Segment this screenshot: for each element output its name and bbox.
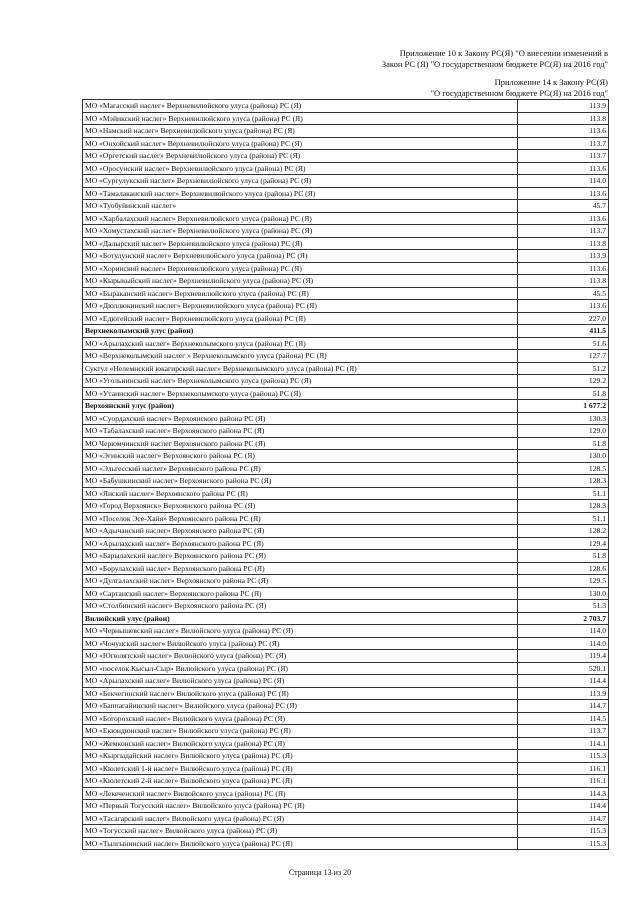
row-value: 113.6: [518, 300, 609, 313]
row-value: 129.0: [518, 425, 609, 438]
row-value: 51.1: [518, 512, 609, 525]
row-name: МО «Харбалахский наслег» Верхневилюйского улуса (района) РС (Я): [83, 212, 518, 225]
row-value: 411.5: [518, 325, 609, 338]
table-row: [83, 750, 609, 763]
table-row: [83, 225, 609, 238]
table-row: [83, 350, 609, 363]
table-row: [83, 300, 609, 313]
table-row: [83, 562, 609, 575]
document-header-top: [382, 48, 608, 70]
row-value: 128.5: [518, 462, 609, 475]
table-row: [83, 712, 609, 725]
table-row-region: [83, 325, 609, 338]
row-value: 113.7: [518, 225, 609, 238]
row-name: Суктул «Нелемнский юкагирский наслег» Верхнеколымского улуса (района) РС (Я): [83, 362, 518, 375]
page-number: Страница 13 из 20: [288, 868, 352, 877]
row-value: 114.1: [518, 737, 609, 750]
row-value: 51.2: [518, 362, 609, 375]
table-row: [83, 337, 609, 350]
row-name: МО «Тогусский наслег» Вилюйского улуса (района) РС (Я): [83, 825, 518, 838]
table-row: [83, 725, 609, 738]
row-name: МО «Эльгесский наслег» Верхоянского района РС (Я): [83, 462, 518, 475]
row-name: МО «Эгинский наслег» Верхоянского района РС (Я): [83, 450, 518, 463]
table-row: [83, 525, 609, 538]
table-row: [83, 625, 609, 638]
row-name: МО «Дюллюкинский наслег» Верхневилюйского улуса (района) РС (Я): [83, 300, 518, 313]
row-value: 130.0: [518, 450, 609, 463]
budget-table: [82, 99, 609, 850]
row-name: Верхоянский улус (район): [83, 400, 518, 413]
header-line-4: "О государственном бюджете РС(Я) на 2016 год": [430, 88, 608, 98]
row-value: 114.0: [518, 637, 609, 650]
table-row: [83, 162, 609, 175]
row-name: МО «Дулгалахский наслег» Верхоянского района РС (Я): [83, 575, 518, 588]
row-name: МО «Оросунский наслег» Верхневилюйского улуса (района) РС (Я): [83, 162, 518, 175]
row-value: 113.9: [518, 250, 609, 263]
table-row: [83, 425, 609, 438]
row-name: МО «Суордахский наслег» Верхоянского района РС (Я): [83, 412, 518, 425]
row-name: МО «Кюлетский 1-й наслег» Вилюйского улуса (района) РС (Я): [83, 762, 518, 775]
row-value: 2 703.7: [518, 612, 609, 625]
table-row: [83, 487, 609, 500]
row-name: МО «Кыргыдайский наслег» Вилюйского улуса (района) РС (Я): [83, 750, 518, 763]
row-name: МО «Тамалаканский наслег» Верхневилюйского улуса (района) РС (Я): [83, 187, 518, 200]
table-row: [83, 250, 609, 263]
row-value: 114.4: [518, 675, 609, 688]
table-row: [83, 275, 609, 288]
row-name: МО «Чочунский наслег» Вилюйского улуса (района) РС (Я): [83, 637, 518, 650]
table-row: [83, 112, 609, 125]
row-value: 113.6: [518, 187, 609, 200]
table-row: [83, 800, 609, 813]
table-row: [83, 512, 609, 525]
row-value: 114.3: [518, 787, 609, 800]
row-value: 115.3: [518, 837, 609, 850]
row-value: 113.6: [518, 162, 609, 175]
row-name: МО «Жемконский наслег» Вилюйского улуса (района) РС (Я): [83, 737, 518, 750]
table-row: [83, 212, 609, 225]
row-value: 51.1: [518, 487, 609, 500]
row-value: 129.2: [518, 375, 609, 388]
table-row: [83, 762, 609, 775]
row-name: МО «Борулахский наслег» Верхоянского района РС (Я): [83, 562, 518, 575]
table-row: [83, 687, 609, 700]
row-value: 127.7: [518, 350, 609, 363]
row-value: 113.8: [518, 112, 609, 125]
row-value: 1 677.2: [518, 400, 609, 413]
table-row: [83, 125, 609, 138]
row-name: МО «Богорохский наслег» Вилюйского улуса (района) РС (Я): [83, 712, 518, 725]
table-row: [83, 500, 609, 513]
row-value: 113.8: [518, 237, 609, 250]
row-name: МО «Кырыкыйский наслег» Верхневилюйского улуса (района) РС (Я): [83, 275, 518, 288]
row-value: 113.6: [518, 262, 609, 275]
table-row: [83, 412, 609, 425]
row-value: 113.7: [518, 725, 609, 738]
row-name: МО «Арылахский наслег» Вилюйского улуса (района) РС (Я): [83, 675, 518, 688]
header-line-1: Приложение 10 к Закону РС(Я) "О внесении изменений в: [399, 48, 608, 58]
table-row: [83, 662, 609, 675]
table-row: [83, 312, 609, 325]
table-row: [83, 550, 609, 563]
row-value: 227.0: [518, 312, 609, 325]
table-row: [83, 437, 609, 450]
row-name: МО «Табалахский наслег» Верхоянского района РС (Я): [83, 425, 518, 438]
row-name: МО «Далырский наслег» Верхневилюйского улуса (района) РС (Я): [83, 237, 518, 250]
table-row: [83, 100, 609, 113]
row-value: 115.3: [518, 825, 609, 838]
row-value: 51.6: [518, 337, 609, 350]
table-row: [83, 825, 609, 838]
row-value: 114.0: [518, 625, 609, 638]
row-name: МО «Столбинский наслег» Верхоянского района РС (Я): [83, 600, 518, 613]
row-value: 114.4: [518, 800, 609, 813]
row-name: МО «поселок Кысыл-Сыр» Вилюйского улуса (района) РС (Я): [83, 662, 518, 675]
row-name: МО «Янский наслег» Верхоянского района РС (Я): [83, 487, 518, 500]
row-name: МО «Бабушкинский наслег» Верхоянского района РС (Я): [83, 475, 518, 488]
row-name: МО «Сартанский наслег» Верхоянского района РС (Я): [83, 587, 518, 600]
row-value: 113.8: [518, 275, 609, 288]
row-value: 116.1: [518, 775, 609, 788]
row-name: МО «Верхнеколымский наслег » Верхнеколымского улуса (района) РС (Я): [83, 350, 518, 363]
table-row: [83, 387, 609, 400]
document-header-bottom: [431, 77, 608, 99]
row-value: 114.7: [518, 812, 609, 825]
row-name: МО «Тасагарский наслег» Вилюйского улуса (района) РС (Я): [83, 812, 518, 825]
row-name: МО «Баппагайинский наслег» Вилюйского улуса (района) РС (Я): [83, 700, 518, 713]
table-row: [83, 575, 609, 588]
row-value: 116.1: [518, 762, 609, 775]
row-name: МО «Сургулукский наслег» Верхневилюйского улуса (района) РС (Я): [83, 175, 518, 188]
table-row: [83, 737, 609, 750]
row-value: 51.3: [518, 600, 609, 613]
row-name: МО «Бекчегинский наслег» Вилюйского улуса (района) РС (Я): [83, 687, 518, 700]
row-name: МО «Екюндюнский наслег» Вилюйского улуса (района) РС (Я): [83, 725, 518, 738]
header-line-2: Закон РС (Я) "О государственном бюджете РС(Я) на 2016 год": [381, 59, 608, 69]
row-value: 114.7: [518, 700, 609, 713]
table-row: [83, 187, 609, 200]
row-name: МО «Онхойский наслег» Верхневилюйского улуса (района) РС (Я): [83, 137, 518, 150]
row-name: МО «Угольнинский наслег» Верхнеколымского улуса (района) РС (Я): [83, 375, 518, 388]
row-value: 128.6: [518, 562, 609, 575]
table-row: [83, 650, 609, 663]
row-value: 45.7: [518, 200, 609, 213]
table-row: [83, 600, 609, 613]
row-value: 129.5: [518, 575, 609, 588]
row-name: МО «Туобуйинский наслег»: [83, 200, 518, 213]
row-name: МО «Барылахский наслег» Верхоянского района РС (Я): [83, 550, 518, 563]
row-name: МО «Намский наслег» Верхневилюйского улуса (района) РС (Я): [83, 125, 518, 138]
row-value: 113.7: [518, 150, 609, 163]
table-row: [83, 175, 609, 188]
row-value: 128.2: [518, 525, 609, 538]
row-value: 129.4: [518, 537, 609, 550]
row-value: 520.1: [518, 662, 609, 675]
table-row-region: [83, 400, 609, 413]
row-name: МО «Ботулунский наслег» Верхневилюйского улуса (района) РС (Я): [83, 250, 518, 263]
row-value: 115.3: [518, 750, 609, 763]
table-row: [83, 450, 609, 463]
table-row: [83, 475, 609, 488]
row-name: МО «Хомустахский наслег» Верхневилюйского улуса (района) РС (Я): [83, 225, 518, 238]
table-row: [83, 362, 609, 375]
table-row: [83, 587, 609, 600]
table-row: [83, 812, 609, 825]
row-name: Вилюйский улус (район): [83, 612, 518, 625]
row-value: 114.0: [518, 175, 609, 188]
row-name: МО «Утаинский наслег» Верхнеколымского улуса (района) РС (Я): [83, 387, 518, 400]
table-row: [83, 137, 609, 150]
row-name: МО «Кюлетский 2-й наслег» Вилюйского улуса (района) РС (Я): [83, 775, 518, 788]
row-value: 128.3: [518, 475, 609, 488]
row-value: 51.8: [518, 387, 609, 400]
row-name: МО «Магасский наслег» Верхневилюйского улуса (района) РС (Я): [83, 100, 518, 113]
table-row: [83, 287, 609, 300]
row-name: МО «Арылахский наслег» Верхнеколымского улуса (района) РС (Я): [83, 337, 518, 350]
row-value: 113.7: [518, 137, 609, 150]
table-row: [83, 675, 609, 688]
row-name: МО «Югюлятский наслег» Вилюйского улуса (района) РС (Я): [83, 650, 518, 663]
row-value: 51.8: [518, 437, 609, 450]
row-value: 113.6: [518, 125, 609, 138]
table-row: [83, 150, 609, 163]
row-value: 130.0: [518, 587, 609, 600]
row-name: МО «Поселок Эсе-Хайя» Верхоянского района РС (Я): [83, 512, 518, 525]
table-row: [83, 262, 609, 275]
budget-table-body: [83, 100, 609, 850]
row-value: 45.5: [518, 287, 609, 300]
row-name: МО «Чернышевский наслег» Вилюйского улуса (района) РС (Я): [83, 625, 518, 638]
table-row: [83, 787, 609, 800]
row-name: МО «Адычанский наслег» Верхоянского района РС (Я): [83, 525, 518, 538]
row-name: МО «Тылгынинский наслег» Вилюйского улуса (района) РС (Я): [83, 837, 518, 850]
row-value: 51.8: [518, 550, 609, 563]
row-name: МО «Оргетский наслег» Верхневилюйского улуса (района) РС (Я): [83, 150, 518, 163]
row-value: 113.6: [518, 212, 609, 225]
row-name: МО Черюмчинский наслег Верхоянского района РС (Я): [83, 437, 518, 450]
table-row: [83, 375, 609, 388]
row-name: МО «Лекеченский наслег» Вилюйского улуса (района) РС (Я): [83, 787, 518, 800]
row-name: МО «Хоринский наслег» Верхневилюйского улуса (района) РС (Я): [83, 262, 518, 275]
row-value: 113.9: [518, 100, 609, 113]
row-value: 119.4: [518, 650, 609, 663]
row-name: МО «Арылахский наслег» Верхоянского района РС (Я): [83, 537, 518, 550]
table-row: [83, 200, 609, 213]
row-name: МО «Город Верхоянск» Верхоянского района РС (Я): [83, 500, 518, 513]
table-row: [83, 637, 609, 650]
row-name: МО «Первый Тогусский наслег» Вилюйского улуса (района) РС (Я): [83, 800, 518, 813]
row-value: 114.5: [518, 712, 609, 725]
table-row: [83, 775, 609, 788]
row-value: 113.9: [518, 687, 609, 700]
row-name: МО «Едюгейский наслег» Верхневилюйского улуса (района) РС (Я): [83, 312, 518, 325]
table-row: [83, 837, 609, 850]
table-row-region: [83, 612, 609, 625]
row-value: 130.3: [518, 412, 609, 425]
row-name: МО «Мэйикский наслег» Верхневилюйского улуса (района) РС (Я): [83, 112, 518, 125]
row-name: МО «Быраканский наслег» Верхневилюйского улуса (района) РС (Я): [83, 287, 518, 300]
row-value: 128.3: [518, 500, 609, 513]
table-row: [83, 537, 609, 550]
row-name: Верхнеколымский улус (район): [83, 325, 518, 338]
table-row: [83, 237, 609, 250]
header-line-3: Приложение 14 к Закону РС(Я): [494, 77, 608, 87]
table-row: [83, 462, 609, 475]
table-row: [83, 700, 609, 713]
